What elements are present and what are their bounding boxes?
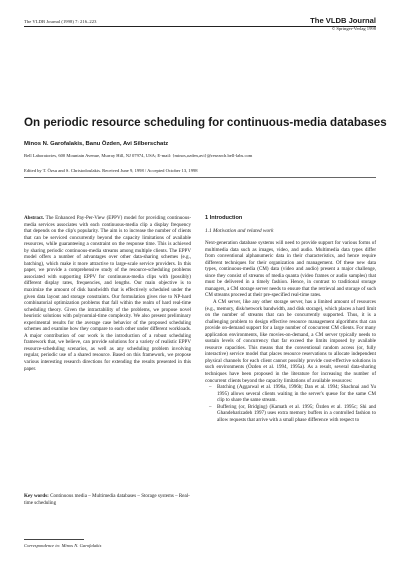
abstract xyxy=(24,215,191,372)
keywords-text: Continuous media – Multimedia databases – Storage systems – Real-time scheduling xyxy=(24,493,190,506)
journal-citation: The VLDB Journal (1998) 7: 216–223 xyxy=(24,19,97,24)
correspondence-note: Correspondence to: Minos N. Garofalakis xyxy=(24,543,102,548)
abstract-column xyxy=(24,215,191,372)
editorial-note: Edited by T. Özsu and S. Christodoulakis. Received June 9, 1998 / Accepted October 13, 1998 xyxy=(24,168,198,173)
paper-authors: Minos N. Garofalakis, Banu Özden, Avi Silberschatz xyxy=(24,141,169,147)
logo-title: The VLDB Journal xyxy=(310,16,376,25)
abstract-label: Abstract. xyxy=(24,215,45,221)
keywords xyxy=(24,493,191,506)
list-item: – Batching (Aggarwal et al. 1996a, 1996b; Dan et al. 1994; Shachnai and Yu 1995) allows several clients waiting in the server's queue for the same CM clip to share the same stream. xyxy=(205,384,376,404)
list-item: – Buffering (or, Bridging) (Kamath et al. 1995; Özden et al. 1995c; Shi and Ghandeharizadeh 1997) uses extra memory buffers in a controlled fashion to allow requests that arrive with a small phase difference with respect to xyxy=(205,404,376,424)
logo-copyright: © Springer-Verlag 1998 xyxy=(331,26,376,31)
paper-affiliation: Bell Laboratories, 600 Mountain Avenue, Murray Hill, NJ 07974, USA; E-mail: {minos,ozden,avi}@research.bell-labs.com xyxy=(24,153,253,158)
intro-paragraph-2: A CM server, like any other storage server, has a limited amount of resources (e.g., memory, disk/network bandwidth, and disk storage), which places a hard limit on the number of streams that can be concurrently supported. Thus, it is a challenging problem to design effective resource management algorithms that can provide on-demand support for a large number of concurrent CM clients. For many application environments, like movies-on-demand, a CM server typically needs to sustain levels of concurrency that far exceed the limits imposed by available resource capacities. This means that the conventional random access (or, fully interactive) service model that places resource reservations to allocate independent physical channels for each client cannot possibly provide cost-effective solutions in such environments (Özden et al. 1994, 1995a). As a result, several data-sharing techniques have been proposed in the literature for increasing the number of concurrent clients beyond the capacity limitations of available resources: xyxy=(205,299,376,384)
footnote-rule xyxy=(24,539,84,540)
intro-column xyxy=(205,215,376,423)
section-heading: 1 Introduction xyxy=(205,215,243,221)
paper-title: On periodic resource scheduling for continuous-media databases xyxy=(24,116,387,129)
data-sharing-list xyxy=(205,384,376,423)
keywords-label: Key words: xyxy=(24,493,49,499)
header-rule xyxy=(24,26,376,27)
subsection-heading: 1.1 Motivation and related work xyxy=(205,227,274,234)
abstract-text: The Enhanced Pay-Per-View (EPPV) model for providing continuous-media services associates with each continuous-media clip a display frequency that depends on the clip's popularity. The aim is to increase the number of clients that can be serviced concurrently beyond the capacity limitations of available resources, while guaranteeing a constraint on the response time. This is achieved by sharing periodic continuous-media streams among multiple clients. The EPPV model offers a number of advantages over other data-sharing schemes (e.g., batching), which make it more attractive to large-scale service providers. In this paper, we provide a comprehensive study of the resource-scheduling problems associated with supporting EPPV for continuous-media clips with (possibly) different display rates, frequencies, and lengths. Our main objective is to maximize the amount of disk bandwidth that is effectively scheduled under the given data layout and storage constraints. Our formulation gives rise to NP-hard combinatorial optimization problems that fall within the realm of hard real-time scheduling theory. Given the intractability of the problems, we propose novel heuristic solutions with polynomial-time complexity. We also present preliminary experimental results for the average case behavior of the proposed scheduling schemes and examine how they compare to each other under different workloads. A major contribution of our work is the introduction of a robust scheduling framework that, we believe, can provide solutions for a variety of realistic EPPV resource-scheduling scenarios, as well as any scheduling problem involving regular, periodic use of a shared resource. Based on this framework, we propose various interesting research directions for extending the results presented in this paper. xyxy=(24,215,191,372)
intro-paragraph-1: Next-generation database systems will need to provide support for various forms of multimedia data such as images, video, and audio. Multimedia data types differ from conventional alphanumeric data in their characteristics, and hence require different techniques for their organization and management. Of these new data types, continuous-media (CM) data (video and audio) present a major challenge, since they consist of streams of media quanta (video frames or audio samples) that must be delivered in a timely fashion. Hence, in contrast to traditional storage managers, a CM storage server needs to ensure that the retrieval and storage of such CM streams proceed at their pre-specified real-time rates. xyxy=(205,240,376,299)
journal-logo xyxy=(294,16,376,31)
title-rule xyxy=(24,177,376,178)
